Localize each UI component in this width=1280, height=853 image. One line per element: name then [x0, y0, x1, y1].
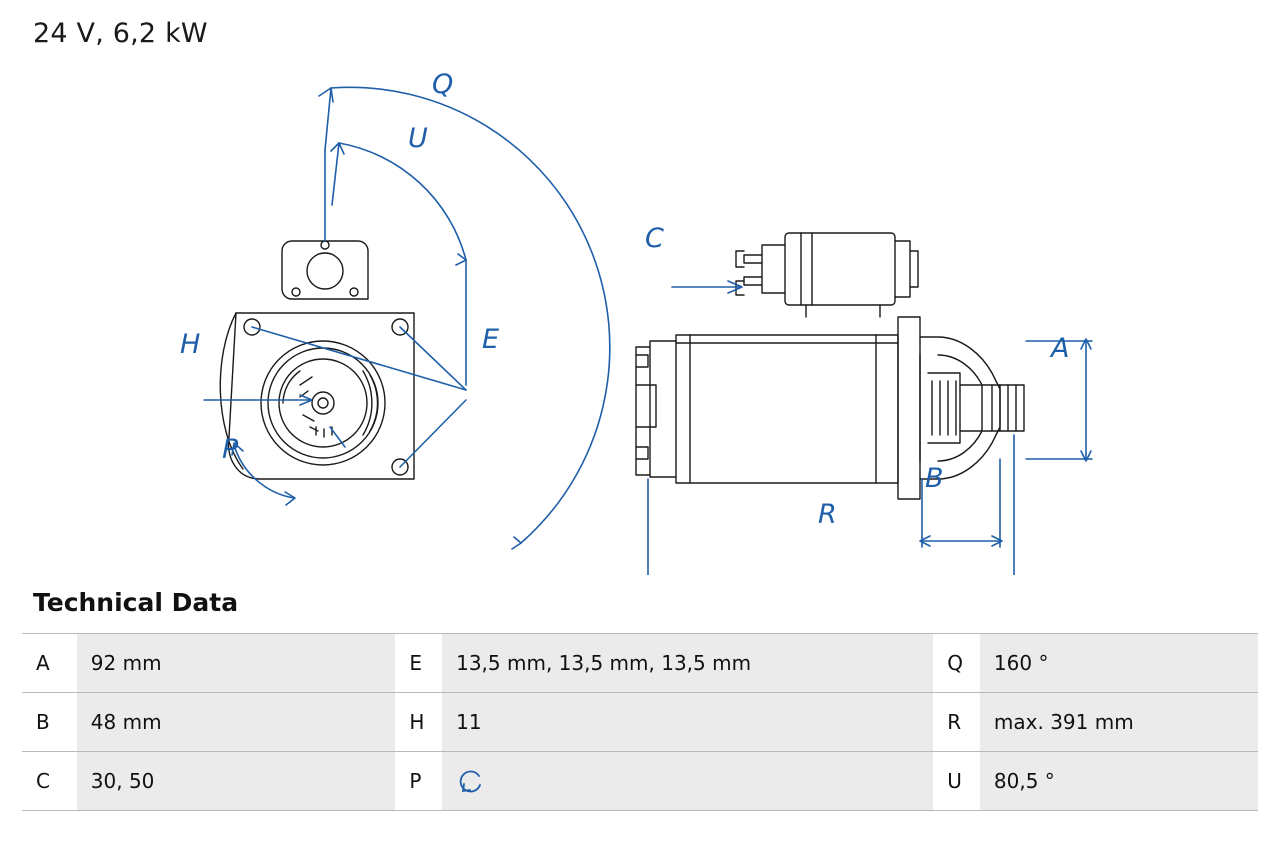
label-U: U — [408, 123, 428, 154]
technical-data-table — [22, 633, 1258, 811]
row-key-b: B — [22, 693, 77, 752]
row-value-q: 160 ° — [980, 634, 1258, 693]
label-A: A — [1051, 333, 1070, 364]
table-row — [22, 693, 1258, 752]
table-row — [22, 634, 1258, 693]
row-key-p: P — [395, 752, 442, 811]
rotation-direction-icon — [456, 766, 486, 796]
row-value-e: 13,5 mm, 13,5 mm, 13,5 mm — [442, 634, 933, 693]
table-row — [22, 752, 1258, 811]
page-title: 24 V, 6,2 kW — [33, 18, 208, 49]
label-B: B — [925, 463, 944, 494]
row-value-a: 92 mm — [77, 634, 396, 693]
row-key-q: Q — [933, 634, 980, 693]
row-key-u: U — [933, 752, 980, 811]
row-value-c: 30, 50 — [77, 752, 396, 811]
row-value-b: 48 mm — [77, 693, 396, 752]
technical-data-heading: Technical Data — [33, 588, 239, 617]
row-value-u: 80,5 ° — [980, 752, 1258, 811]
row-key-h: H — [395, 693, 442, 752]
starter-motor-drawing — [0, 55, 1280, 575]
row-value-p — [442, 752, 933, 811]
row-key-e: E — [395, 634, 442, 693]
row-value-h: 11 — [442, 693, 933, 752]
label-P: P — [222, 434, 239, 465]
row-key-r: R — [933, 693, 980, 752]
row-key-c: C — [22, 752, 77, 811]
label-H: H — [180, 329, 201, 360]
label-R: R — [818, 499, 837, 530]
label-E: E — [482, 324, 500, 355]
label-C: C — [645, 223, 664, 254]
row-key-a: A — [22, 634, 77, 693]
label-Q: Q — [432, 69, 454, 100]
row-value-r: max. 391 mm — [980, 693, 1258, 752]
